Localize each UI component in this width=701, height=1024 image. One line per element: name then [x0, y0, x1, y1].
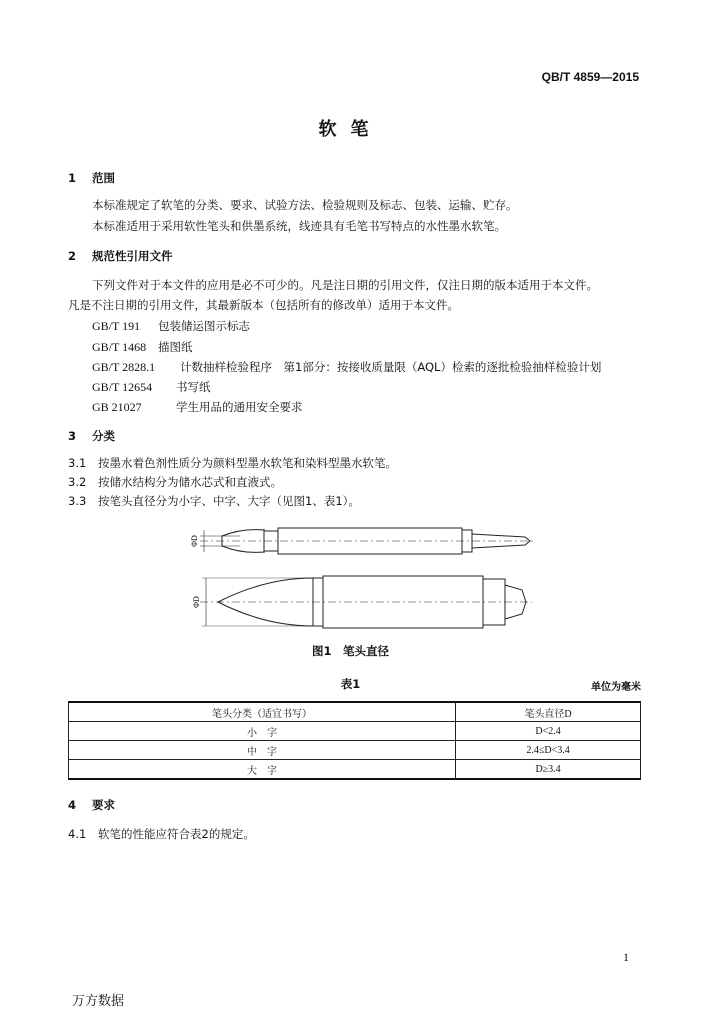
reference-item	[92, 379, 211, 395]
small-pen-drawing	[200, 528, 535, 554]
clause-number: 4.1	[68, 827, 87, 841]
pen-tip-diameter-table	[68, 701, 641, 780]
figure-caption-text: 笔头直径	[343, 644, 389, 658]
reference-item	[92, 318, 250, 334]
figure-pen-tip-diagram	[180, 515, 540, 635]
figure-caption	[0, 643, 701, 659]
table-cell: 小 字	[69, 722, 456, 741]
clause-number: 3.3	[68, 494, 87, 508]
section-2-heading	[68, 248, 173, 264]
paragraph: 本标准适用于采用软性笔头和供墨系统，线迹具有毛笔书写特点的水性墨水软笔。	[92, 219, 506, 233]
reference-code: GB/T 2828.1	[92, 360, 156, 374]
reference-title: 描图纸	[158, 340, 193, 354]
table-header-cell: 笔头直径D	[456, 702, 641, 722]
watermark: 万方数据	[72, 994, 125, 1009]
section-title: 范围	[92, 171, 115, 185]
dimension-label-large: ΦD	[192, 596, 201, 608]
section-title: 规范性引用文件	[92, 249, 173, 263]
table-row	[69, 722, 641, 741]
page-title: 软笔	[318, 119, 383, 140]
table-cell: 大 字	[69, 760, 456, 780]
section-number: 2	[68, 249, 77, 263]
section-number: 4	[68, 798, 77, 812]
section-1-heading	[68, 170, 115, 186]
table-cell: D<2.4	[456, 722, 641, 741]
standard-number: QB/T 4859—2015	[541, 70, 639, 84]
reference-code: GB/T 191	[92, 319, 141, 333]
clause-item	[68, 455, 397, 471]
clause-item	[68, 474, 282, 490]
section-4-heading	[68, 797, 115, 813]
reference-code: GB 21027	[92, 400, 142, 414]
paragraph: 本标准规定了软笔的分类、要求、试验方法、检验规则及标志、包装、运输、贮存。	[92, 198, 518, 212]
reference-title: 包装储运图示标志	[158, 319, 250, 333]
large-pen-drawing	[200, 576, 532, 628]
clause-text: 软笔的性能应符合表2的规定。	[98, 827, 255, 841]
reference-item	[92, 359, 601, 375]
section-title: 要求	[92, 798, 115, 812]
section-title: 分类	[92, 429, 115, 443]
reference-title: 书写纸	[176, 380, 211, 394]
table-cell: 中 字	[69, 741, 456, 760]
table-header-row	[69, 702, 641, 722]
table-title: 表1	[340, 677, 361, 691]
reference-item	[92, 399, 303, 415]
figure-caption-number: 图1	[311, 644, 332, 658]
table-header-cell: 笔头分类（适宜书写）	[69, 702, 456, 722]
table-unit: 单位为毫米	[591, 682, 641, 693]
clause-number: 3.1	[68, 456, 87, 470]
clause-text: 按墨水着色剂性质分为颜料型墨水软笔和染料型墨水软笔。	[98, 456, 397, 470]
clause-text: 按储水结构分为储水芯式和直液式。	[98, 475, 282, 489]
reference-item	[92, 339, 193, 355]
clause-item	[68, 826, 255, 842]
paragraph: 凡是不注日期的引用文件，其最新版本（包括所有的修改单）适用于本文件。	[68, 298, 459, 312]
reference-title: 计数抽样检验程序 第1部分：按接收质量限（AQL）检索的逐批检验抽样检验计划	[180, 360, 602, 374]
reference-code: GB/T 12654	[92, 380, 153, 394]
section-number: 3	[68, 429, 77, 443]
clause-text: 按笔头直径分为小字、中字、大字（见图1、表1）。	[98, 494, 360, 508]
clause-number: 3.2	[68, 475, 87, 489]
section-number: 1	[68, 171, 77, 185]
table-row	[69, 741, 641, 760]
table-cell: D≥3.4	[456, 760, 641, 780]
table-row	[69, 760, 641, 780]
reference-title: 学生用品的通用安全要求	[176, 400, 303, 414]
table-cell: 2.4≤D<3.4	[456, 741, 641, 760]
reference-code: GB/T 1468	[92, 340, 147, 354]
page-number: 1	[623, 950, 629, 964]
clause-item	[68, 493, 360, 509]
paragraph: 下列文件对于本文件的应用是必不可少的。凡是注日期的引用文件，仅注日期的版本适用于本文件。	[92, 278, 598, 292]
dimension-label-small: ΦD	[190, 535, 199, 547]
section-3-heading	[68, 428, 115, 444]
